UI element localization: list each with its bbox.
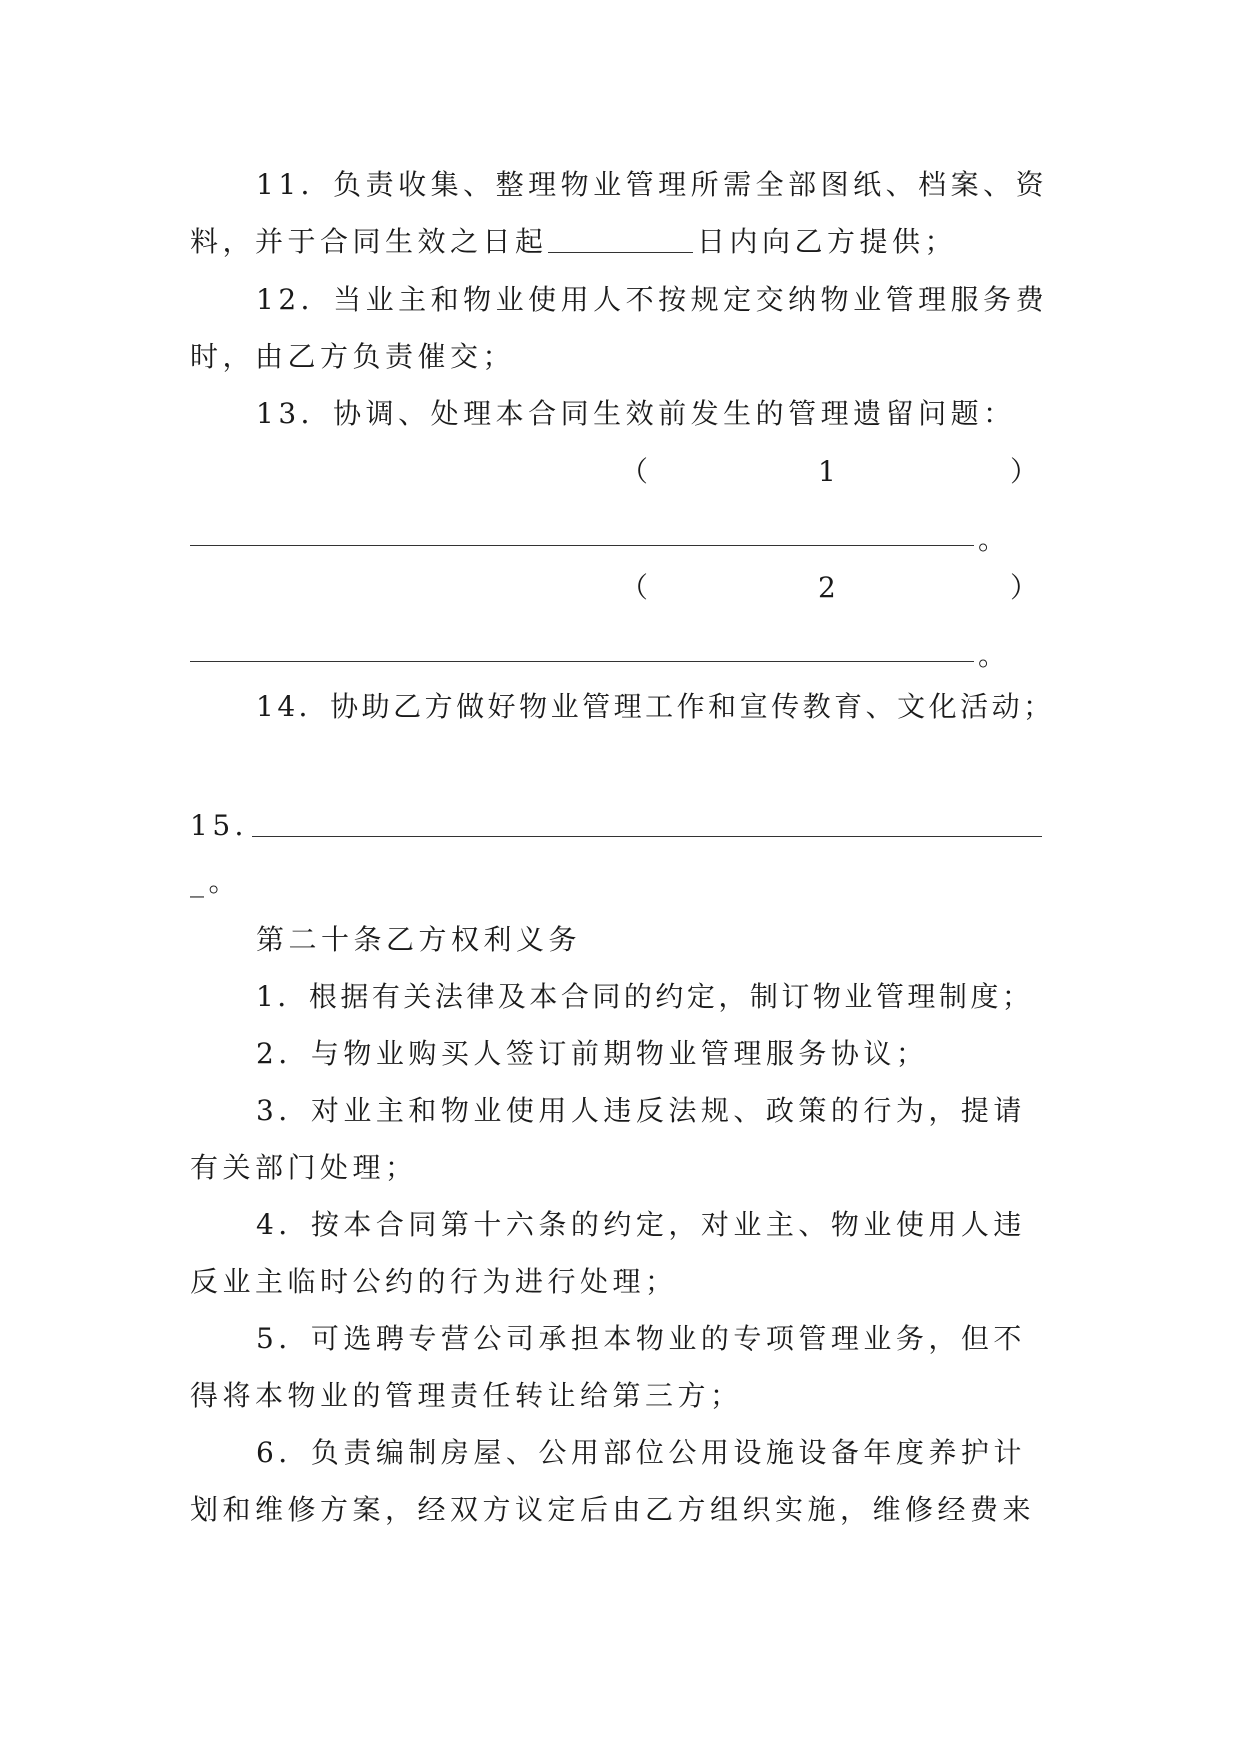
item-2-open-paren: （ xyxy=(620,571,649,604)
item-2-period: 。 xyxy=(978,639,1007,672)
clause-11-line-2b: 日内向乙方提供； xyxy=(697,225,958,258)
clause-12-line-1: 12．当业主和物业使用人不按规定交纳物业管理服务费 xyxy=(256,283,1049,316)
item-2-close-paren: ） xyxy=(1010,571,1039,604)
clause-15-number: 15． xyxy=(190,809,268,842)
article-20-item-6-line-2: 划和维修方案，经双方议定后由乙方组织实施，维修经费来 xyxy=(190,1493,1036,1526)
item-1-open-paren: （ xyxy=(620,455,649,488)
clause-11-line-2a: 料，并于合同生效之日起 xyxy=(190,225,548,258)
article-20-item-4-line-2: 反业主临时公约的行为进行处理； xyxy=(190,1265,678,1298)
item-1-close-paren: ） xyxy=(1010,455,1039,488)
item-2-blank-line xyxy=(190,661,974,662)
article-20-heading: 第二十条乙方权利义务 xyxy=(256,923,582,956)
article-20-item-5-line-2: 得将本物业的管理责任转让给第三方； xyxy=(190,1379,743,1412)
clause-12-line-2: 时，由乙方负责催交； xyxy=(190,340,516,373)
article-20-item-3-line-1: 3．对业主和物业使用人违反法规、政策的行为，提请 xyxy=(256,1094,1026,1127)
clause-14: 14．协助乙方做好物业管理工作和宣传教育、文化活动； xyxy=(256,690,1055,723)
article-20-item-5-line-1: 5．可选聘专营公司承担本物业的专项管理业务，但不 xyxy=(256,1322,1026,1355)
article-20-item-1: 1．根据有关法律及本合同的约定，制订物业管理制度； xyxy=(256,980,1034,1013)
blank-days xyxy=(548,252,693,253)
item-1-period: 。 xyxy=(978,523,1007,556)
clause-13-line-1: 13．协调、处理本合同生效前发生的管理遗留问题： xyxy=(256,397,1016,430)
item-2-number: 2 xyxy=(818,571,836,604)
article-20-item-6-line-1: 6．负责编制房屋、公用部位公用设施设备年度养护计 xyxy=(256,1436,1026,1469)
clause-15-end: _。 xyxy=(190,865,242,898)
article-20-item-4-line-1: 4．按本合同第十六条的约定，对业主、物业使用人违 xyxy=(256,1208,1026,1241)
clause-11-line-1: 11．负责收集、整理物业管理所需全部图纸、档案、资 xyxy=(256,168,1049,201)
item-1-number: 1 xyxy=(818,455,836,488)
clause-15-blank-line xyxy=(252,836,1042,837)
article-20-item-2: 2．与物业购买人签订前期物业管理服务协议； xyxy=(256,1037,929,1070)
item-1-blank-line xyxy=(190,545,974,546)
article-20-item-3-line-2: 有关部门处理； xyxy=(190,1151,418,1184)
